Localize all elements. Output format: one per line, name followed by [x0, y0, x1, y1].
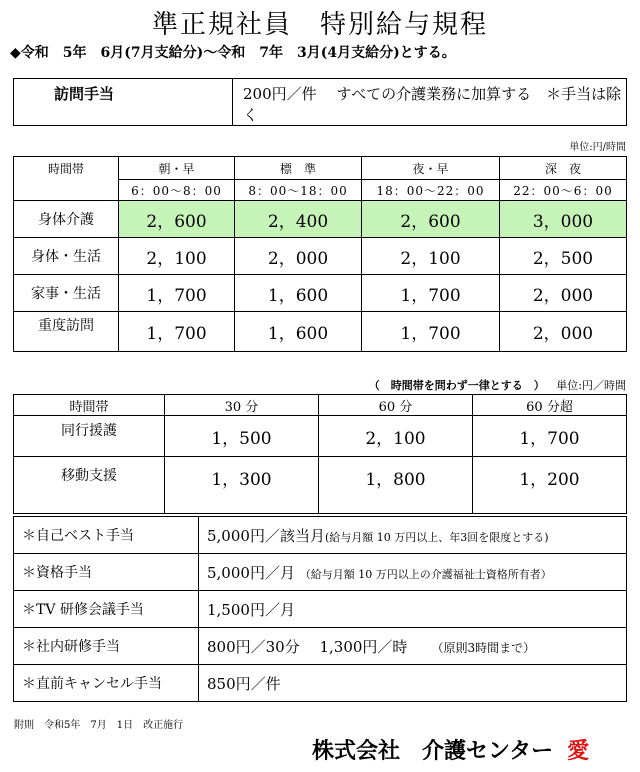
rate-cell: 2，000 [499, 275, 626, 312]
table1-col-header: 標 準 [235, 157, 362, 180]
allowance-row [14, 554, 627, 591]
allowance-row [14, 517, 627, 554]
allowance-desc: 1,500円／月 [207, 600, 295, 619]
visit-allowance-label: 訪問手当 [14, 79, 233, 126]
rate-cell: 2，600 [362, 201, 500, 238]
allowance-note: （原則3時間まで） [437, 640, 536, 655]
allowance-note: (給与月額 10 万円以上、年3回を限度とする) [324, 530, 549, 544]
table2-note-line [369, 377, 626, 393]
rate-cell: 2，000 [235, 238, 362, 275]
table1-col-time: 22：00～6：00 [499, 180, 626, 201]
rate-cell: 1，800 [319, 457, 473, 514]
allowance-row [14, 591, 627, 628]
row-label: 同行援護 [14, 416, 165, 457]
allowance-label: ＊直前キャンセル手当 [14, 665, 199, 702]
visit-allowance-box [13, 78, 627, 126]
table1-col-header: 深 夜 [499, 157, 626, 180]
company-name-line [312, 734, 589, 765]
table1-col-header: 夜・早 [362, 157, 500, 180]
rate-cell: 1，600 [235, 312, 362, 352]
rate-cell: 2，400 [235, 201, 362, 238]
rate-cell: 1，700 [362, 275, 500, 312]
hourly-rate-table [13, 156, 627, 352]
table1-col-time: 6：00～8：00 [119, 180, 235, 201]
table1-col-time: 18：00～22：00 [362, 180, 500, 201]
allowance-label: ＊資格手当 [14, 554, 199, 591]
table1-header-label: 時間帯 [14, 157, 119, 201]
row-label: 家事・生活 [14, 275, 119, 312]
table-row [14, 201, 627, 238]
rate-cell: 1，700 [119, 312, 235, 352]
rate-cell: 2，500 [499, 238, 626, 275]
table1-col-time: 8：00～18：00 [235, 180, 362, 201]
rate-cell: 1，300 [165, 457, 319, 514]
escort-rate-table [13, 394, 627, 514]
rate-cell: 1，700 [119, 275, 235, 312]
rate-cell: 1，200 [473, 457, 627, 514]
allowance-label: ＊自己ベスト手当 [14, 517, 199, 554]
allowance-note: （給与月額 10 万円以上の介護福祉士資格所有者） [299, 567, 552, 581]
visit-allowance-desc: 200円／件 すべての介護業務に加算する ＊手当は除く [233, 79, 627, 126]
allowance-desc: 5,000円／月 [207, 563, 295, 582]
table-row [14, 238, 627, 275]
rate-cell: 2，100 [362, 238, 500, 275]
table-row [14, 312, 627, 352]
table2-unit: 単位:円／時間 [556, 379, 626, 392]
row-label: 重度訪問 [14, 312, 119, 352]
effective-period: ◆令和 5年 6月(7月支給分)～令和 7年 3月(4月支給分)とする。 [10, 45, 456, 61]
allowance-label: ＊社内研修手当 [14, 628, 199, 665]
rate-cell: 2，100 [119, 238, 235, 275]
allowance-row [14, 628, 627, 665]
rate-cell: 2，600 [119, 201, 235, 238]
rate-cell: 2，100 [319, 416, 473, 457]
table2-header-label: 時間帯 [14, 395, 165, 416]
table2-note: （ 時間帯を問わず一律とする ） [368, 379, 545, 392]
company-mark: 愛 [567, 738, 590, 764]
table2-col-header: 30 分 [165, 395, 319, 416]
rate-cell: 1，600 [235, 275, 362, 312]
table-row [14, 275, 627, 312]
row-label: 身体介護 [14, 201, 119, 238]
company-name: 株式会社 介護センター [312, 739, 554, 764]
rate-cell: 1，700 [362, 312, 500, 352]
allowance-desc: 850円／件 [207, 674, 281, 693]
rate-cell: 2，000 [499, 312, 626, 352]
page-title: 準正規社員 特別給与規程 [151, 10, 488, 40]
revision-note: 附則 令和5年 7月 1日 改正施行 [14, 720, 184, 731]
table2-col-header: 60 分 [319, 395, 473, 416]
allowance-label: ＊TV 研修会議手当 [14, 591, 199, 628]
table-row [14, 416, 627, 457]
row-label: 移動支援 [14, 457, 165, 514]
allowance-desc: 5,000円／該当月 [207, 526, 325, 545]
allowance-desc: 800円／30分 1,300円／時 [207, 637, 408, 656]
allowance-table [13, 516, 627, 702]
table1-unit: 単位:円/時間 [569, 142, 626, 153]
allowance-row [14, 665, 627, 702]
table2-col-header: 60 分超 [473, 395, 627, 416]
rate-cell: 3，000 [499, 201, 626, 238]
rate-cell: 1，500 [165, 416, 319, 457]
table-row [14, 457, 627, 514]
rate-cell: 1，700 [473, 416, 627, 457]
row-label: 身体・生活 [14, 238, 119, 275]
table1-col-header: 朝・早 [119, 157, 235, 180]
